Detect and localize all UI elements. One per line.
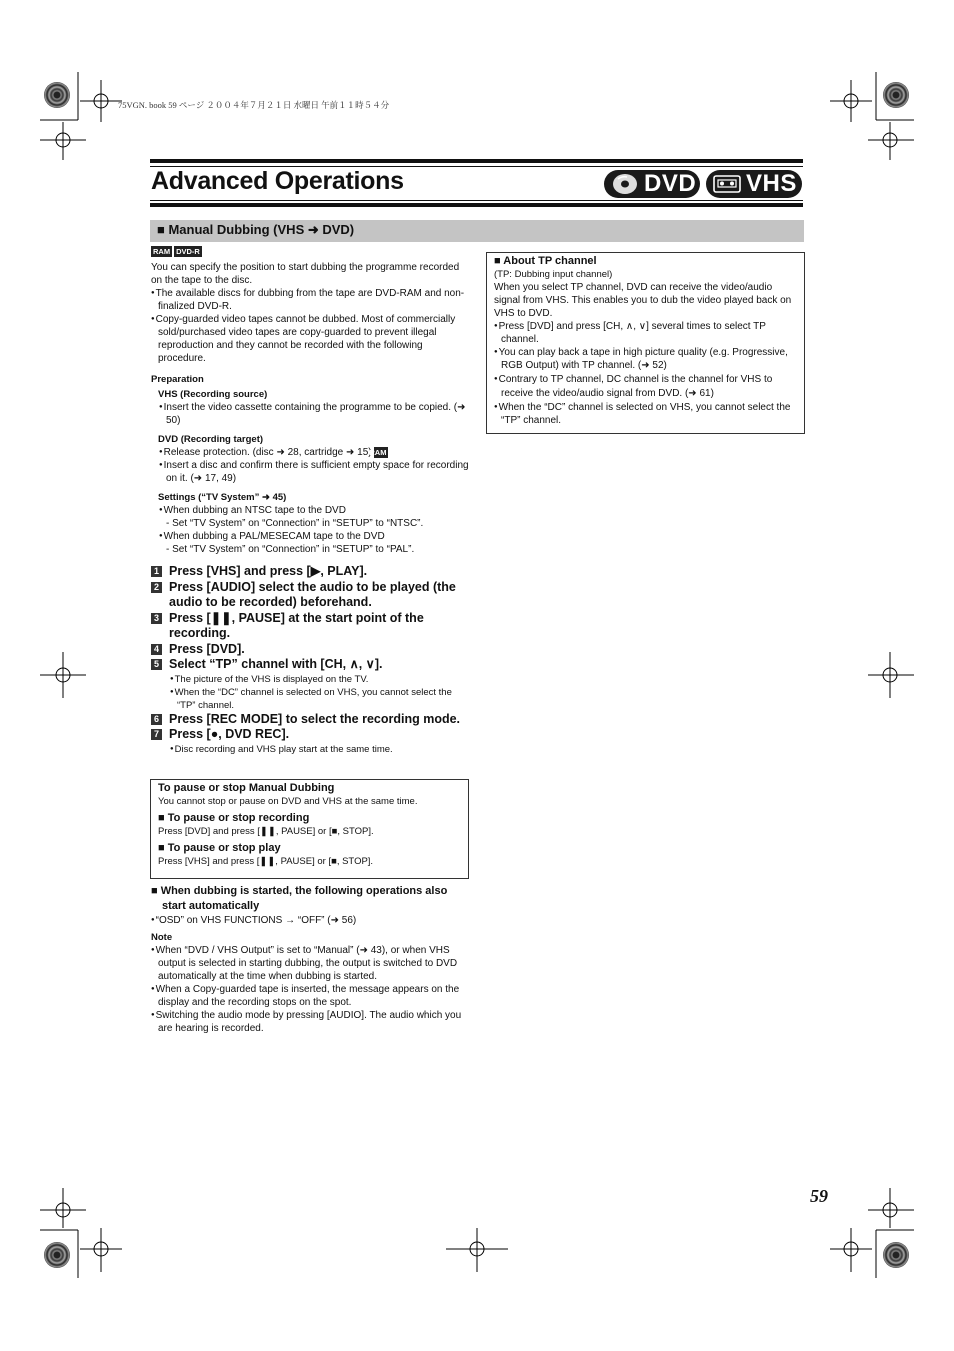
pause-play-heading: ■ To pause or stop play	[158, 842, 281, 854]
step-item	[151, 564, 469, 580]
vhs-badge-label: VHS	[746, 170, 797, 197]
disc-icon	[610, 173, 640, 195]
note-item: ● When “DVD / VHS Output” is set to “Manual” (➜ 43), or when VHS output is selected in starting dubbing, the output is switched to DVD automatically at the time when dubbing is started.	[151, 944, 469, 983]
note-item: ● Switching the audio mode by pressing [AUDIO]. The audio which you are hearing is recorded.	[151, 1009, 469, 1035]
section-title: ■ Manual Dubbing (VHS ➜ DVD)	[157, 222, 355, 237]
steps-list	[151, 564, 469, 756]
cassette-icon	[712, 174, 742, 194]
tp-box-subtitle: (TP: Dubbing input channel)	[494, 269, 613, 280]
tp-channel-box	[486, 252, 805, 434]
step-item	[151, 657, 469, 673]
step-number: 4	[151, 644, 162, 655]
step-item	[151, 712, 469, 728]
dvd-target-heading: DVD (Recording target)	[158, 434, 264, 445]
dvd-target-item: ● Insert a disc and confirm there is sufficient empty space for recording on it. (➜ 17, 49)	[151, 459, 469, 485]
dvd-badge-label: DVD	[644, 170, 697, 197]
dvd-target-item	[151, 446, 469, 459]
vhs-source-item: ● Insert the video cassette containing the programme to be copied. (➜ 50)	[151, 401, 469, 427]
tp-box-item: ● Contrary to TP channel, DC channel is the channel for VHS to receive the video/audio signal from DVD. (➜ 61)	[494, 372, 797, 401]
pause-box-title: To pause or stop Manual Dubbing	[158, 782, 335, 794]
page-number: 59	[810, 1186, 828, 1206]
tp-box-item: ● Press [DVD] and press [CH, ∧, ∨] several times to select TP channel.	[494, 320, 797, 346]
step-number: 3	[151, 613, 162, 624]
settings-subitem: - Set “TV System” on “Connection” in “SETUP” to “PAL”.	[166, 544, 415, 555]
section-header	[150, 220, 804, 242]
tp-box-item: ● You can play back a tape in high picture quality (e.g. Progressive, RGB Output) with TP channel. (➜ 52)	[494, 346, 797, 372]
file-info: 75VGN. book 59 ページ ２００４年７月２１日 水曜日 午前１１時５４分	[118, 100, 390, 110]
tp-box-desc: When you select TP channel, DVD can receive the video/audio signal from VHS. This enables you to dub the video played back on VHS to DVD.	[494, 282, 792, 319]
dvd-target-item-text: Release protection. (disc ➜ 28, cartridge ➜ 15)	[163, 447, 372, 458]
settings-item: ● When dubbing an NTSC tape to the DVD	[151, 504, 469, 517]
intro-bullet: ● The available discs for dubbing from the tape are DVD-RAM and non-finalized DVD-R.	[151, 287, 469, 313]
step-text: Press [REC MODE] to select the recording mode.	[169, 711, 461, 726]
step-number: 6	[151, 714, 162, 725]
step-text: Press [❚❚, PAUSE] at the start point of the recording.	[169, 610, 424, 640]
pause-box-desc: You cannot stop or pause on DVD and VHS at the same time.	[158, 796, 418, 807]
step-item	[151, 727, 469, 743]
disc-tag: RAM	[369, 447, 387, 457]
note-item: ● When a Copy-guarded tape is inserted, the message appears on the display and the recording stops on the spot.	[151, 983, 469, 1009]
header-rule	[150, 203, 803, 207]
left-column	[151, 245, 469, 756]
vhs-badge	[706, 170, 802, 198]
pause-recording-text: Press [DVD] and press [❚❚, PAUSE] or [■, STOP].	[158, 826, 374, 837]
dvd-badge	[604, 170, 700, 198]
step-item	[151, 611, 469, 642]
step-text: Select “TP” channel with [CH, ∧, ∨].	[169, 657, 383, 671]
page-title: Advanced Operations	[151, 167, 404, 195]
pause-play-text: Press [VHS] and press [❚❚, PAUSE] or [■, STOP].	[158, 856, 374, 867]
step-item	[151, 580, 469, 611]
step-text: Press [AUDIO] select the audio to be played (the audio to be recorded) beforehand.	[169, 579, 456, 609]
step-number: 1	[151, 566, 162, 577]
tp-box-item: ● When the “DC” channel is selected on VHS, you cannot select the “TP” channel.	[494, 401, 797, 427]
disc-tags	[151, 245, 469, 258]
step-text: Press [●, DVD REC].	[169, 727, 290, 741]
step-number: 7	[151, 729, 162, 740]
step-number: 2	[151, 582, 162, 593]
settings-heading: Settings (“TV System” ➜ 45)	[158, 492, 287, 503]
intro-text: You can specify the position to start dubbing the programme recorded on the tape to the disc.	[151, 262, 460, 286]
step-text: Press [DVD].	[169, 641, 245, 656]
auto-ops-item: ● “OSD” on VHS FUNCTIONS → “OFF” (➜ 56)	[151, 914, 469, 927]
step-note: ● Disc recording and VHS play start at the same time.	[151, 743, 469, 756]
note-heading: Note	[151, 932, 173, 943]
auto-operations	[151, 884, 469, 1035]
tp-box-heading: ■ About TP channel	[494, 255, 597, 267]
header-rule	[150, 200, 803, 201]
settings-item: ● When dubbing a PAL/MESECAM tape to the DVD	[151, 530, 469, 543]
header-rule	[150, 159, 803, 163]
auto-ops-heading: ■ When dubbing is started, the following operations also start automatically	[151, 885, 448, 912]
settings-subitem: - Set “TV System” on “Connection” in “SETUP” to “NTSC”.	[166, 518, 424, 529]
step-text: Press [VHS] and press [▶, PLAY].	[169, 564, 368, 578]
preparation-heading: Preparation	[151, 374, 204, 385]
step-number: 5	[151, 659, 162, 670]
pause-stop-box	[150, 779, 469, 879]
step-note: ● The picture of the VHS is displayed on the TV.	[151, 673, 469, 686]
disc-tag: DVD-R	[176, 246, 200, 256]
vhs-source-heading: VHS (Recording source)	[158, 389, 268, 400]
step-note: ● When the “DC” channel is selected on VHS, you cannot select the “TP” channel.	[151, 686, 469, 712]
disc-tag: RAM	[153, 246, 171, 256]
intro-bullet: ● Copy-guarded video tapes cannot be dubbed. Most of commercially sold/purchased video tapes are copy-guarded to prevent illegal reproduction and they cannot be recorded with the following procedure.	[151, 313, 469, 365]
pause-recording-heading: ■ To pause or stop recording	[158, 812, 310, 824]
step-item	[151, 642, 469, 658]
